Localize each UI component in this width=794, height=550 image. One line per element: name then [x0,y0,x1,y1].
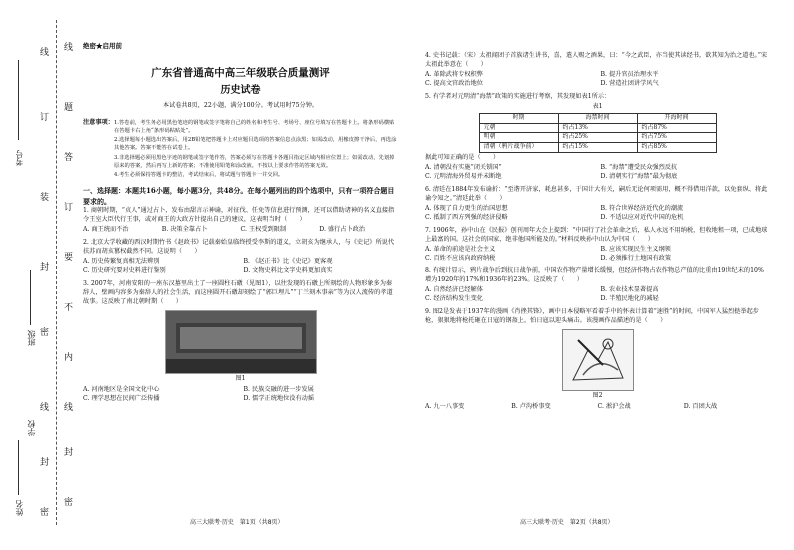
table-cell: 约占85% [637,142,716,152]
q9-option: D. 百团大战 [683,403,718,411]
q5-option: C. 元明清海外贸易并未断绝 [425,172,502,180]
question-9: 9. 图2是发表于1937年的漫画《肖挫其锋》，画中日本侵略军看着手中的怀表计算着“速胜”的时间，中国军人猛烈挞举起步枪，狠狠地将枪托砸在日寇的钢盔上，怕日寇以迎头痛击。该漫画作品描述的是（ ） [425,308,759,325]
stone-relief-image [166,311,316,373]
q8-option: C. 经济结构发生变化 [425,295,483,303]
q9-option: A. 九一八事变 [425,403,465,411]
table-cell: 约占15% [558,142,637,152]
subject-title: 历史试卷 [220,85,261,97]
seal-char: 密 [64,498,74,508]
field-name: 姓名 [15,500,24,516]
confidential-mark: 绝密★启用前 [83,42,122,50]
table-row [479,133,716,143]
right-column [425,52,770,412]
figure-1-stone-relief [165,310,317,374]
q1-option: A. 商王统而不治 [83,226,129,234]
seal-char: 装 [40,193,50,203]
q4-option: B. 提升官员治理水平 [600,70,659,78]
q2-option: A. 历史传繁复真相无法辨别 [83,258,160,266]
seal-char: 线 [40,403,50,413]
page-footer-right: 高三大联考·历史 第2页（共8页） [520,519,614,526]
table-row [479,123,716,133]
seal-line [56,20,57,525]
seal-char: 订 [64,203,74,213]
q3-option: A. 河南地区是全国文化中心 [83,385,160,393]
q2-option: D. 文物史料比文字史料更加真实 [243,267,333,275]
table-cell: 约占13% [558,123,637,133]
field-school: 学校 [27,420,36,436]
q5-option: D. 清朝实行“海禁”最为彻底 [600,172,678,180]
table-1-caption: 表1 [592,102,603,110]
question-2: 2. 北京大学收藏的西汉时期竹书《赵政书》记载秦始皇临终授受李斯的道义，立胡亥为继承人，与《史记》所说代扶苏而胡亥篡权截然不同。这说明（ ） [83,239,395,256]
q4-option: A. 革除武将专权积弊 [425,70,483,78]
seal-char: 题 [64,103,74,113]
q3-option: B. 民族交融的进一步发展 [243,385,314,393]
seal-char: 密 [40,508,50,518]
q6-option: D. 不适以应对近代中国的危机 [600,213,684,221]
q8-option: A. 自然经济已经解体 [425,286,483,294]
table-cell: 清朝（鸦片战争前） [479,142,558,152]
question-7: 7. 1906年，孙中山在《民报》创刊周年大会上提到：“中国行了社会革命之后，私人永远不用纳税，但收地租一项，已成地球上最富的国。这社会的国家，绝非他国所能及的。”材料反映孙中山认为中国（ ） [425,226,768,243]
seal-char: 线 [64,43,74,53]
seal-char: 密 [40,328,50,338]
q9-option: C. 淞沪会战 [597,403,631,411]
seal-char: 答 [64,153,74,163]
q4-option: D. 营造社团讲学风气 [600,79,659,87]
table-cell: 约占25% [558,133,637,143]
field-class: 班级 [27,330,36,346]
binding-margin [0,0,80,550]
figure-2-cartoon [562,329,634,391]
seal-char: 封 [40,458,50,468]
note-item: 2.选择题每小题选出答案后，用2B铅笔把答题卡上对应题目选项的答案信息点涂黑；如需改动，用橡皮擦干净后，再选涂其他答案。答案不能答在试卷上。 [113,137,397,152]
table-header: 海禁时间 [558,113,637,123]
exam-title: 广东省普通高中高三年级联合质量测评 [151,67,330,79]
question-4: 4. 史书记载：（宋）太祖闻团子首族诸生讲书，喜，遣人赐之酒果，曰：“今之武臣，亦当使其读经书，欲其知为治之道也。”宋太祖此举意在（ ） [425,52,768,68]
table-row [479,142,716,152]
q8-option: D. 半殖民地化的减轻 [600,295,659,303]
figure-2-caption: 图2 [592,392,603,400]
field-exam-number: 考号 [15,150,24,166]
question-1: 1. 商朝时期，“贞人”通过占卜，发布由甜言示神谕，对征伐、任免等信息进行预测，还可以借助诸神的名义直接指令王室大臣代行王事，或对商王的大政方针提出自己的建议，这表明当时（ ） [83,207,395,224]
q3-option: C. 理学思想在民间广泛传播 [83,394,160,402]
table-cell: 元朝 [479,123,558,133]
q5-option: B. “海禁”遭受民众强烈反抗 [600,163,678,171]
q5-option: A. 清朝没有实施“闭关锁国” [425,163,502,171]
table-1 [479,113,717,153]
figure-1-caption: 图1 [235,374,246,382]
left-column [83,42,398,404]
q8-option: B. 农业技术显著提高 [600,286,659,294]
field-line [18,440,19,495]
question-5: 5. 有学者对元明清“海禁”政策的实施进行考察，其发现如表1所示： [425,92,611,100]
notes [83,119,398,180]
question-6: 6. 清廷在1884年发布谕折：“至谐开济家，耗息甚多，于国计大有关，嗣后无论何项需用，概不得借用洋款，以免套纵、将此谕令知之。”清廷此举（ ） [425,185,768,202]
table-cell: 明朝 [479,133,558,143]
q5-prompt: 据此可知正确的是（ ） [425,153,500,161]
field-line [18,60,19,140]
note-item: 1.答卷前，考生务必用黑色笔迹的钢笔或签字笔将自己的姓名和考生号、考场号、座位号填写在答题卡上。将条形码横贴在答题卡右上角“条形码粘贴处”。 [113,119,395,134]
q6-option: A. 体现了自力更生的治国思想 [425,204,508,212]
q4-option: C. 提高文官政治地位 [425,79,483,87]
note-item: 3.非选择题必须用黑色字迹的钢笔或签字笔作答，答案必须写在答题卡各题目指定区域内相应位置上；如需改动，先划掉原来的答案，然后再写上新的答案；不准使用铅笔和涂改液。不按以上要求作答的答案无效。 [113,154,395,169]
seal-char: 要 [64,253,74,263]
q7-option: C. 百姓不应该向政府纳税 [425,254,496,262]
seal-char: 不 [64,303,74,313]
q6-option: C. 抵制了西方列强的经济侵略 [425,213,508,221]
q3-option: D. 儒学正统地位没有动摇 [243,394,315,402]
field-line [30,270,31,325]
q1-option: C. 王权受到限制 [240,226,287,234]
cartoon-image [563,330,633,390]
exam-info: 本试卷共8页，22小题，满分100分。考试用时75分钟。 [162,101,319,109]
q7-option: B. 应该实现民生主义纲领 [600,245,671,253]
page-footer-left: 高三大联考·历史 第1页（共8页） [190,519,284,526]
q6-option: B. 符合世界经济近代化的潮流 [600,204,684,212]
seal-char: 封 [64,448,74,458]
q2-option: B. 《赵正书》比《史记》更客观 [243,258,333,266]
seal-char: 订 [40,113,50,123]
notes-label: 注意事项： [83,118,114,126]
q1-option: D. 盛行占卜政治 [319,226,366,234]
q7-option: A. 革命的前途是社会主义 [425,245,496,253]
table-cell: 约占75% [637,133,716,143]
q7-option: D. 必须推行土地国有政策 [600,254,672,262]
q1-option: B. 决策全靠占卜 [161,226,208,234]
question-3: 3. 2007年，河南安阳的一座东汉墓里出土了一座圆柱石礅（见图1），以往发现的石礅上所刻绘的人物形象多为秦辞人，壁画内容多为秦辞人的社会生活，而这座圆开石礅却刻绘了“郭巨埋儿”“丁兰刻木事亲”等为汉人流传的孝道故事。这反映了南北朝时期（ ） [83,280,393,305]
seal-char: 线 [64,403,74,413]
section-heading: 一、选择题：本题共16小题，每小题3分，共48分。在每小题列出的四个选项中，只有一项符合题目要求的。 [83,186,395,206]
question-8: 8. 有统计显示，鸦片战争后到抗日战争前，中国农作物产量增长缓慢，但经济作物占农作物总产值的比重由19世纪末的10%增为1920年的17%和1936年的23%。这反映了（ ） [425,267,764,284]
table-header: 时期 [479,113,558,123]
note-item: 4.考生必须保持答题卡的整洁，考试结束后，将试题与答题卡一并交回。 [113,171,284,178]
q2-option: C. 历史研究要对史料进行鉴别 [83,267,166,275]
seal-char: 封 [40,263,50,273]
seal-char: 内 [64,353,74,363]
table-cell: 约占87% [637,123,716,133]
q9-option: B. 卢沟桥事变 [511,403,551,411]
seal-char: 线 [40,48,50,58]
table-header: 开海时间 [637,113,716,123]
